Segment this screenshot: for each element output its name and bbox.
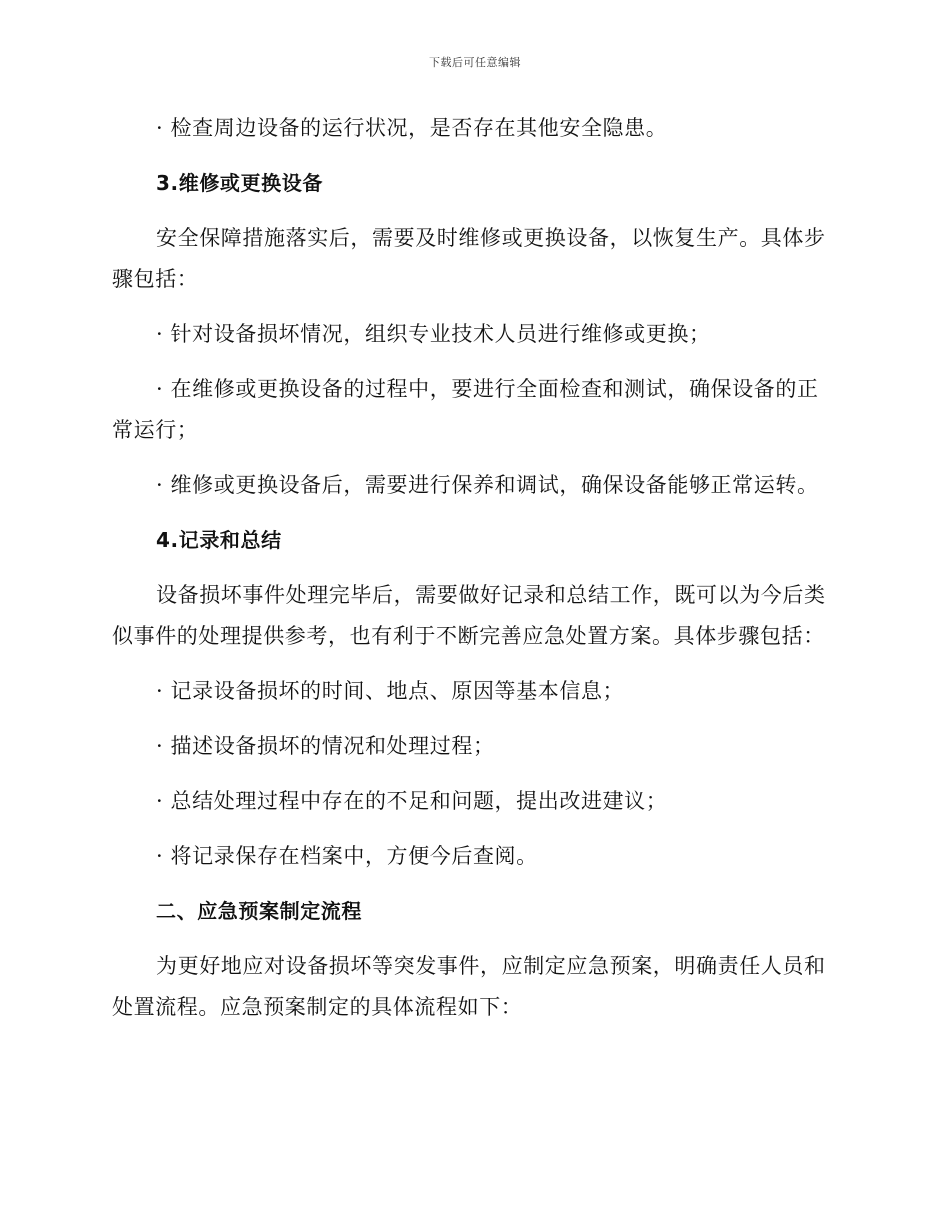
paragraph-record-intro: 设备损坏事件处理完毕后，需要做好记录和总结工作，既可以为今后类似事件的处理提供参考，也有利于不断完善应急处置方案。具体步骤包括： [112, 583, 826, 648]
section-heading-record: 4.记录和总结 [156, 528, 282, 552]
document-body [112, 108, 832, 1042]
bullet-summarize-issues: · 总结处理过程中存在的不足和问题，提出改进建议； [156, 789, 668, 813]
bullet-check-surrounding: · 检查周边设备的运行状况，是否存在其他安全隐患。 [156, 116, 668, 140]
section-heading-plan: 二、应急预案制定流程 [156, 899, 362, 923]
bullet-archive-records: · 将记录保存在档案中，方便今后查阅。 [156, 844, 538, 868]
bullet-describe-process: · 描述设备损坏的情况和处理过程； [156, 734, 495, 758]
bullet-inspection-testing: · 在维修或更换设备的过程中，要进行全面检查和测试，确保设备的正常运行； [112, 377, 819, 442]
bullet-organize-repair: · 针对设备损坏情况，组织专业技术人员进行维修或更换； [156, 322, 711, 346]
bullet-record-info: · 记录设备损坏的时间、地点、原因等基本信息； [156, 679, 625, 703]
paragraph-repair-intro: 安全保障措施落实后，需要及时维修或更换设备，以恢复生产。具体步骤包括： [112, 226, 826, 291]
paragraph-plan-intro: 为更好地应对设备损坏等突发事件，应制定应急预案，明确责任人员和处置流程。应急预案制定的具体流程如下： [112, 954, 826, 1019]
bullet-maintenance-tuning: · 维修或更换设备后，需要进行保养和调试，确保设备能够正常运转。 [156, 473, 819, 497]
section-heading-repair: 3.维修或更换设备 [156, 171, 323, 195]
page-header: 下载后可任意编辑 [429, 56, 521, 69]
